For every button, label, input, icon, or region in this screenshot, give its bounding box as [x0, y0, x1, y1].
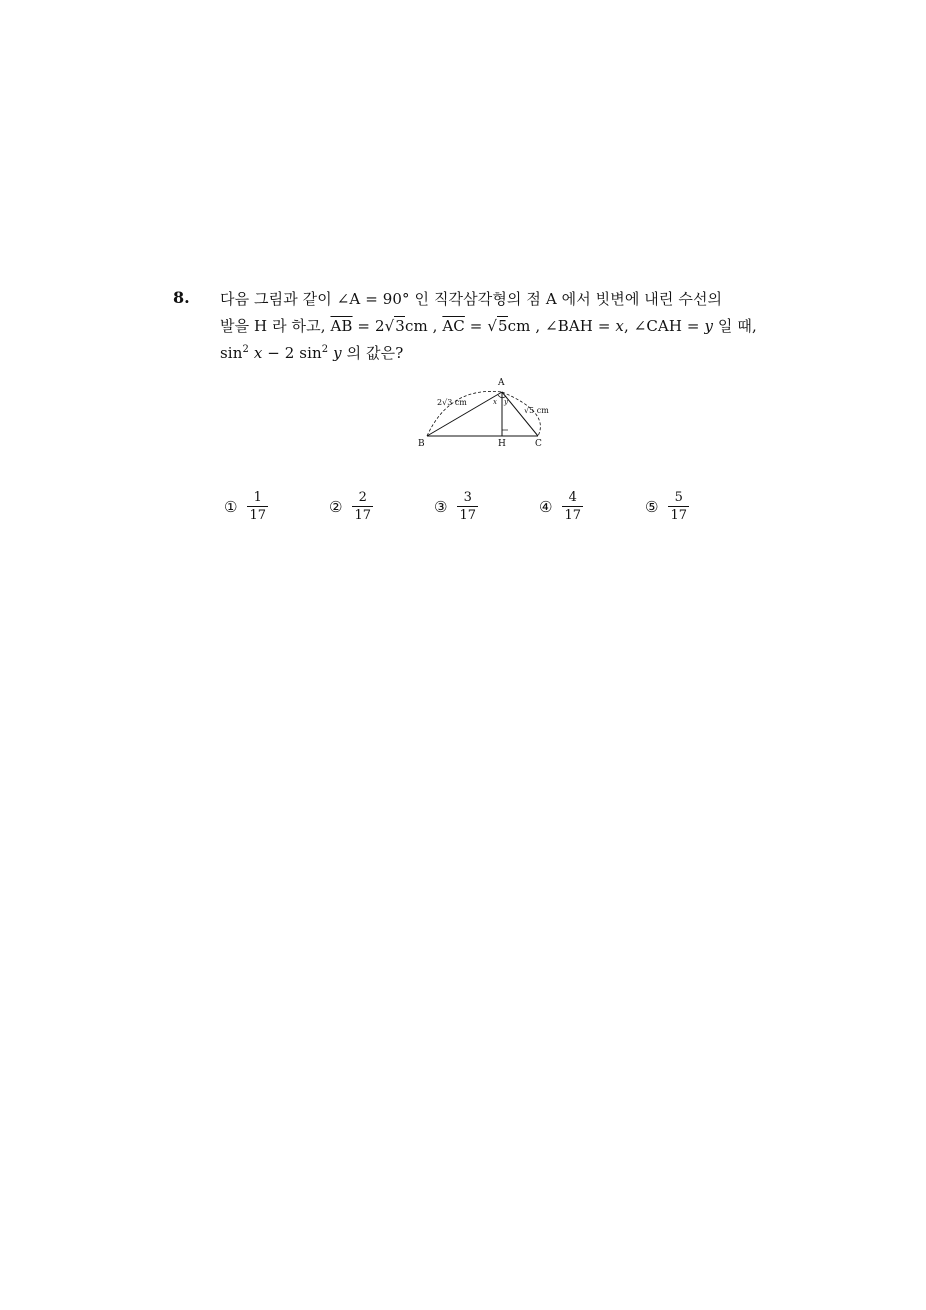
denominator: 17	[564, 508, 581, 523]
label-b: B	[418, 439, 425, 449]
choice-1[interactable]	[224, 490, 268, 524]
fraction	[457, 490, 478, 524]
numerator: 5	[674, 490, 683, 505]
question-text: 일 때,	[717, 317, 757, 335]
numerator: 2	[358, 490, 367, 505]
sqrt-sign: √	[384, 317, 395, 335]
numerator: 3	[463, 490, 472, 505]
question-text-line-2	[220, 315, 757, 336]
sqrt-radicand: 3	[395, 317, 405, 335]
question-number: 8.	[173, 288, 190, 307]
math-text: =	[469, 317, 483, 335]
variable-x: x	[253, 344, 263, 362]
math-text: sin	[220, 344, 243, 362]
math-text: , ∠CAH =	[623, 317, 700, 335]
fraction	[668, 490, 689, 524]
answer-choices	[0, 490, 926, 530]
denominator: 17	[354, 508, 371, 523]
label-ab-length: 2√3 cm	[437, 398, 467, 407]
right-triangle-figure	[410, 372, 560, 452]
label-angle-x: x	[493, 398, 497, 406]
choice-4[interactable]	[539, 490, 583, 524]
math-text: − 2 sin	[267, 344, 322, 362]
fraction	[352, 490, 373, 524]
label-a: A	[498, 378, 505, 388]
choice-5[interactable]	[645, 490, 689, 524]
label-h: H	[498, 439, 506, 449]
label-ac-length: √5 cm	[524, 406, 549, 415]
choice-3[interactable]	[434, 490, 478, 524]
denominator: 17	[249, 508, 266, 523]
choice-marker: ④	[539, 498, 553, 516]
label-c: C	[535, 439, 542, 449]
question-text: 다음 그림과 같이 ∠A = 90° 인 직각삼각형의 점 A 에서 빗변에 내린 수선의	[220, 290, 723, 308]
choice-marker: ③	[434, 498, 448, 516]
exponent: 2	[242, 344, 249, 355]
fraction	[247, 490, 268, 524]
fraction	[562, 490, 583, 524]
sqrt-sign: √	[487, 317, 497, 335]
choice-2[interactable]	[329, 490, 373, 524]
choice-marker: ⑤	[645, 498, 659, 516]
variable-x: x	[615, 317, 624, 335]
denominator: 17	[670, 508, 687, 523]
segment-ac: $\overline{AC}$	[442, 317, 465, 335]
question-text: 발을 H 라 하고,	[220, 317, 326, 335]
question-text-line-3	[220, 342, 403, 363]
numerator: 4	[568, 490, 577, 505]
math-text: = 2	[357, 317, 385, 335]
label-angle-y: y	[504, 398, 508, 406]
question-text-line-1	[220, 288, 722, 309]
question-text: 의 값은?	[346, 344, 404, 362]
choice-marker: ①	[224, 498, 238, 516]
sqrt-radicand: 5	[497, 317, 508, 335]
variable-y: y	[704, 317, 714, 335]
math-text: cm ,	[404, 317, 438, 335]
choice-marker: ②	[329, 498, 343, 516]
math-text: cm , ∠BAH =	[507, 317, 611, 335]
denominator: 17	[459, 508, 476, 523]
segment-ab: $\overline{AB}$	[330, 317, 353, 335]
numerator: 1	[253, 490, 262, 505]
variable-y: y	[333, 344, 342, 362]
exponent: 2	[321, 344, 329, 355]
